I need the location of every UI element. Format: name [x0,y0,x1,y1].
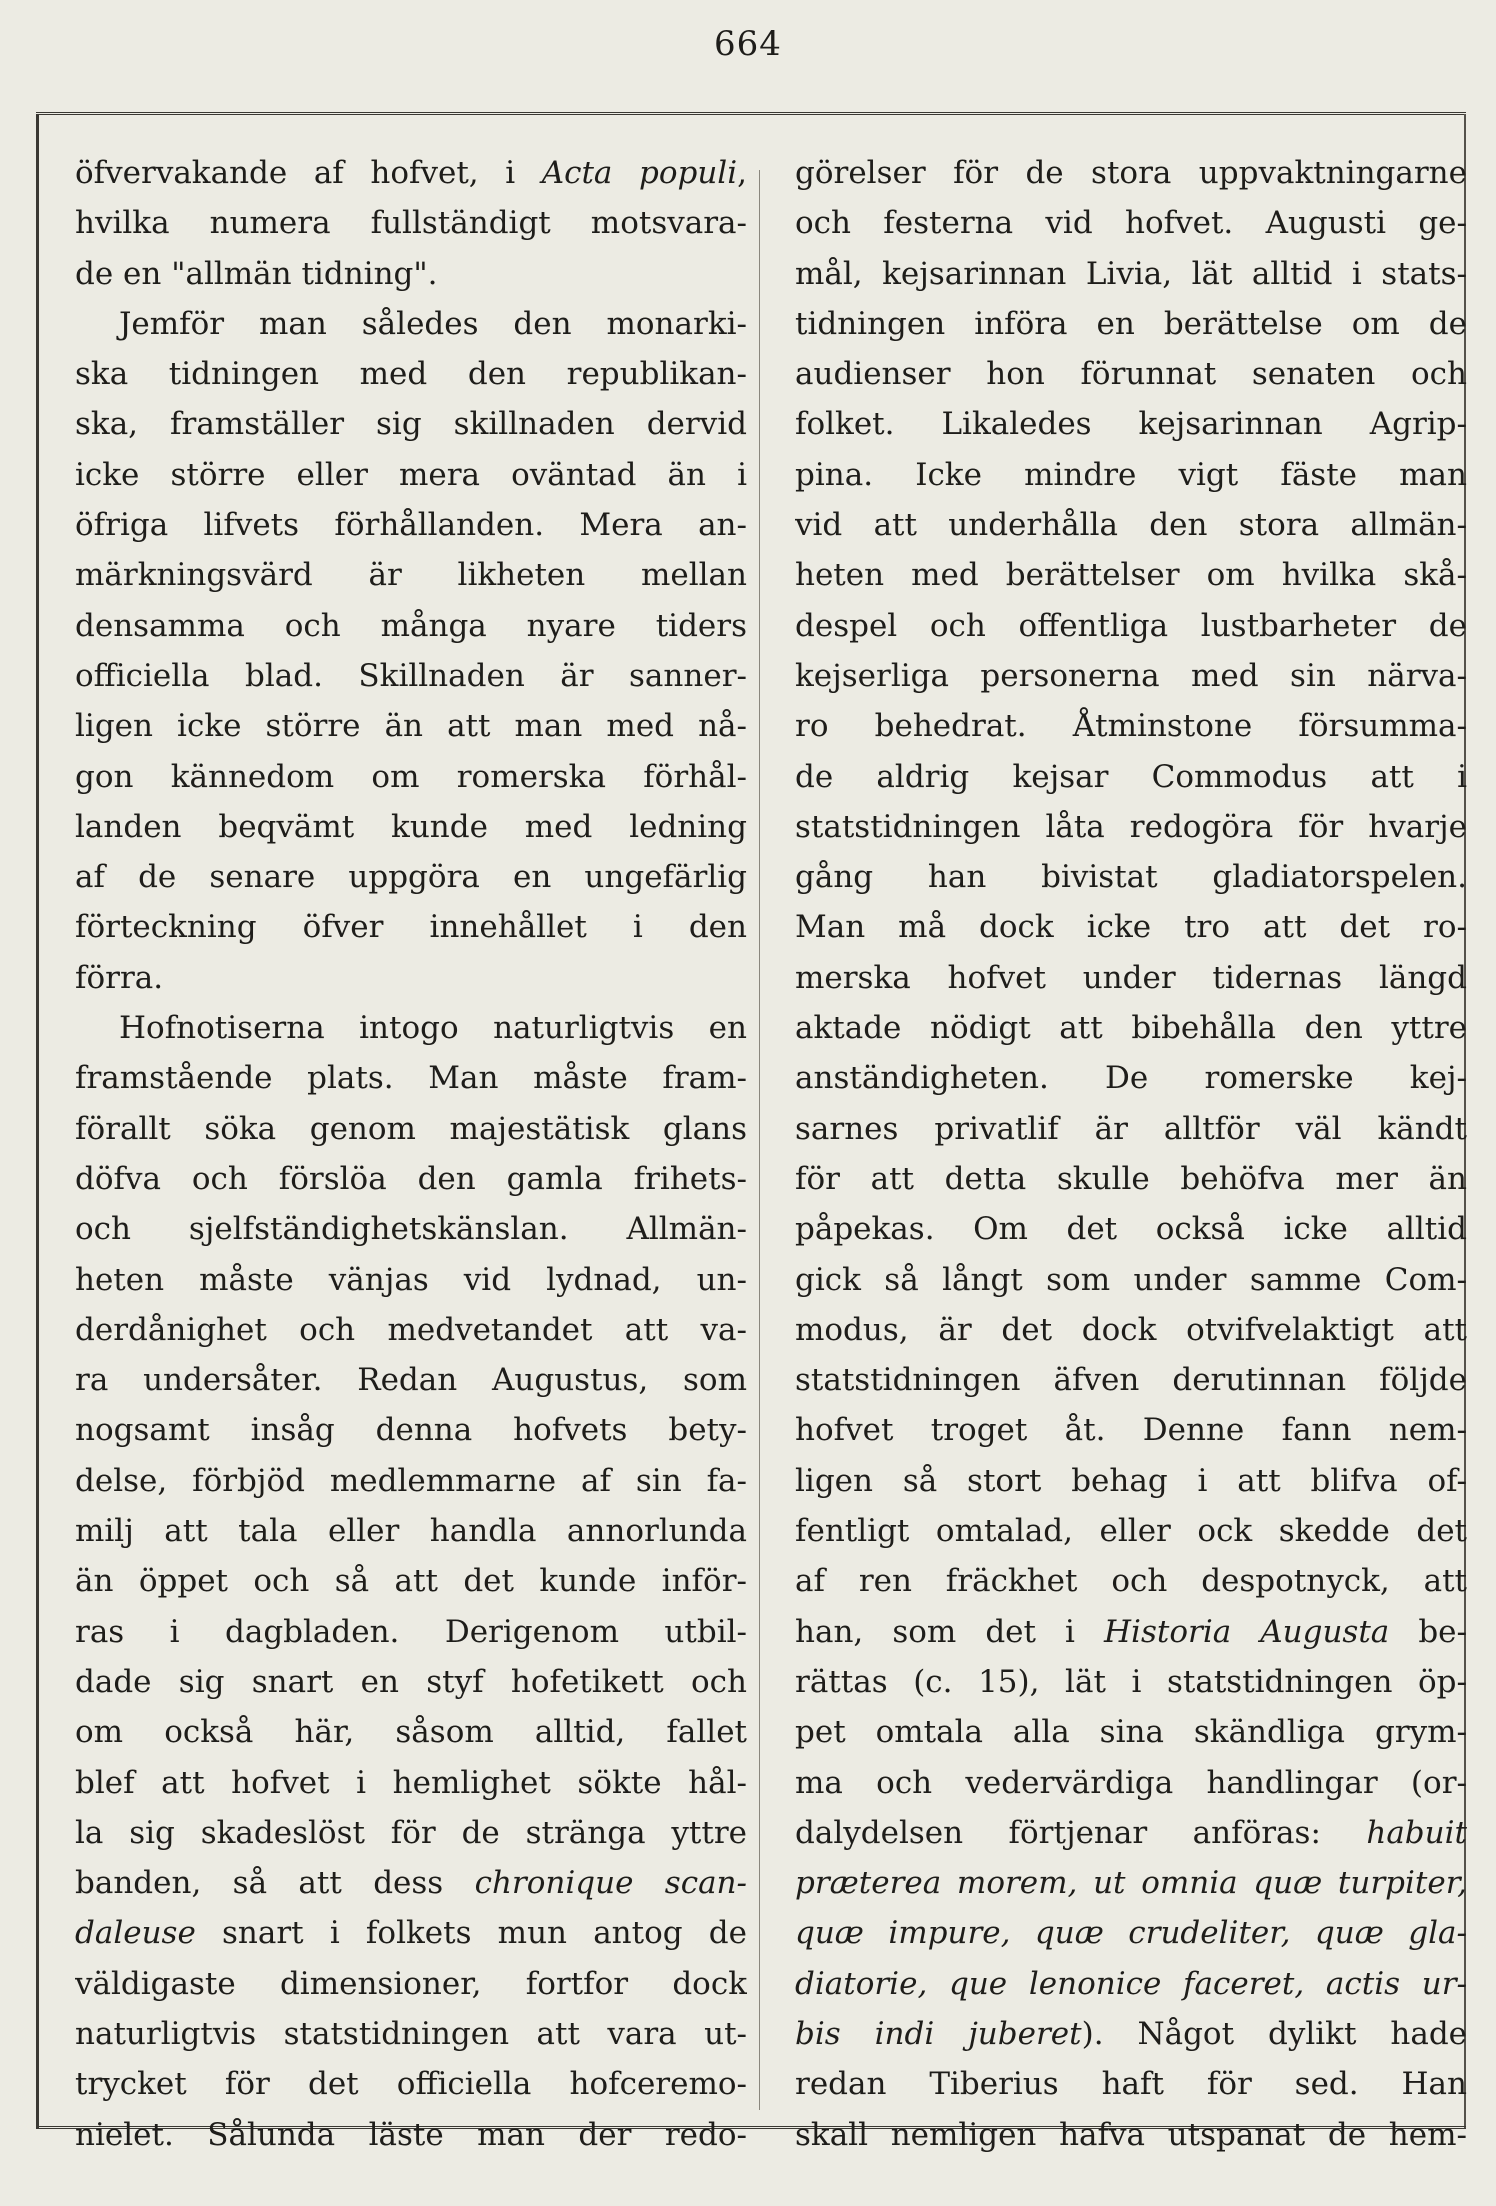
text-run: merska hofvet under tidernas längd [795,959,1467,996]
text-line [75,651,747,701]
text-line [795,1456,1467,1506]
text-line [795,1556,1467,1606]
text-run: de en "allmän tidning". [75,255,438,292]
text-line [75,249,747,299]
text-run: naturligtvis statstidningen att vara ut- [75,2015,747,2052]
text-run: väldigaste dimensioner, fortfor dock [75,1965,747,2002]
text-run: öfvervakande af hofvet, i [75,155,542,191]
text-run: ra undersåter. Redan Augustus, som [75,1362,747,1399]
text-run: af ren fräckhet och despotnyck, att [795,1563,1467,1600]
text-line [795,550,1467,600]
text-run: ras i dagbladen. Derigenom utbil- [75,1613,747,1650]
text-line [75,1506,747,1556]
text-line [795,1858,1467,1908]
text-line [75,2059,747,2109]
italic-text-run: chronique scan- [474,1865,747,1902]
text-run: och festerna vid hofvet. Augusti ge- [795,205,1467,242]
text-line [795,2110,1467,2160]
text-run: skall nemligen hafva utspanat de hem- [795,2116,1467,2153]
text-run: hvilka numera fullständigt motsvara- [75,205,747,242]
text-run: ma och vedervärdiga handlingar (or- [795,1764,1467,1801]
text-line [795,1657,1467,1707]
text-line [795,1355,1467,1405]
text-run: kejserliga personerna med sin närva- [795,657,1467,694]
text-run: rättas (c. 15), lät i statstidningen öp- [795,1663,1467,1700]
text-line [795,1405,1467,1455]
text-run: audienser hon förunnat senaten och [795,356,1467,393]
text-line [75,1707,747,1757]
text-line [75,349,747,399]
text-run: officiella blad. Skillnaden är sanner- [75,657,747,694]
text-run: dalydelsen förtjenar anföras: [795,1814,1367,1851]
text-line [795,1607,1467,1657]
text-run: ligen icke större än att man med nå- [75,708,747,745]
text-line [795,299,1467,349]
text-line [795,399,1467,449]
text-line [75,1355,747,1405]
text-line [75,2009,747,2059]
text-line [75,1607,747,1657]
text-run: snart i folkets mun antog de [195,1915,747,1952]
italic-text-run: quæ impure, quæ crudeliter, quæ gla- [795,1915,1467,1952]
text-line [75,2110,747,2160]
text-run: och sjelfständighetskänslan. Allmän- [75,1211,747,1248]
text-line [75,1456,747,1506]
text-run: ro behedrat. Åtminstone försumma- [795,708,1467,745]
text-run: om också här, såsom alltid, fallet [75,1714,747,1751]
text-line [795,953,1467,1003]
italic-text-run: habuit [1366,1814,1467,1851]
text-line [795,198,1467,248]
text-line [75,902,747,952]
text-line [795,1204,1467,1254]
text-line [795,1104,1467,1154]
text-line [75,148,747,198]
text-run: gon kännedom om romerska förhål- [75,758,747,795]
text-line [795,2009,1467,2059]
text-run: för att detta skulle behöfva mer än [795,1160,1467,1197]
text-line [795,2059,1467,2109]
text-run: densamma och många nyare tiders [75,607,747,644]
text-line [75,752,747,802]
text-line [795,802,1467,852]
text-line [75,1908,747,1958]
italic-text-run: Acta populi [541,155,738,191]
column-divider [759,170,760,2110]
text-line [795,902,1467,952]
text-line [75,1808,747,1858]
text-line [75,953,747,1003]
text-line [795,1305,1467,1355]
text-run: gick så långt som under samme Com- [795,1261,1467,1298]
text-run: de aldrig kejsar Commodus att i [795,758,1467,795]
text-run: han, som det i [795,1613,1105,1650]
text-run: Man må dock icke tro att det ro- [795,909,1467,946]
text-line [75,1657,747,1707]
text-line [795,349,1467,399]
text-line [75,450,747,500]
top-border-rule [36,112,1466,115]
text-line [75,198,747,248]
text-run: heten med berättelser om hvilka skå- [795,557,1467,594]
text-run: la sig skadeslöst för de stränga yttre [75,1814,747,1851]
text-run: Hofnotiserna intogo naturligtvis en [119,1010,747,1047]
text-line [795,701,1467,751]
text-line [795,1959,1467,2009]
text-line [75,1104,747,1154]
text-run: heten måste vänjas vid lydnad, un- [75,1261,747,1298]
left-border-rule [36,114,39,2128]
text-line [795,450,1467,500]
text-run: af de senare uppgöra en ungefärlig [75,859,747,896]
text-run: blef att hofvet i hemlighet sökte hål- [75,1764,747,1801]
text-run: pet omtala alla sina skändliga grym- [795,1714,1467,1751]
text-run: dade sig snart en styf hofetikett och [75,1663,747,1700]
text-line [795,500,1467,550]
text-line [795,1506,1467,1556]
text-line [795,752,1467,802]
italic-text-run: præterea morem, ut omnia quæ turpiter, [795,1865,1467,1902]
text-line [75,1003,747,1053]
text-line [75,550,747,600]
text-run: tidningen införa en berättelse om de [795,305,1467,342]
text-run: milj att tala eller handla annorlunda [75,1513,747,1550]
text-line [795,249,1467,299]
text-line [795,1154,1467,1204]
text-run: öfriga lifvets förhållanden. Mera an- [75,507,747,544]
text-run: be- [1389,1613,1467,1650]
text-line [75,1959,747,2009]
right-text-column [795,148,1467,2160]
italic-text-run: daleuse [75,1915,196,1952]
text-run: redan Tiberius haft för sed. Han [795,2066,1467,2103]
text-run: döfva och förslöa den gamla frihets- [75,1160,747,1197]
text-line [795,852,1467,902]
page-number: 664 [714,24,782,64]
text-run: hofvet troget åt. Denne fann nem- [795,1412,1467,1449]
left-text-column [75,148,747,2160]
italic-text-run: Historia Augusta [1104,1613,1390,1650]
text-run: förteckning öfver innehållet i den [75,909,747,946]
text-line [75,500,747,550]
text-run: förra. [75,959,164,996]
text-line [795,1758,1467,1808]
text-line [75,1758,747,1808]
text-line [795,148,1467,198]
text-run: vid att underhålla den stora allmän- [795,507,1467,544]
text-run: ). Något dylikt hade [1081,2015,1467,2052]
text-line [75,852,747,902]
text-run: icke större eller mera oväntad än i [75,456,747,493]
text-line [795,601,1467,651]
text-run: aktade nödigt att bibehålla den yttre [795,1010,1467,1047]
italic-text-run: bis indi juberet [795,2015,1082,2052]
text-run: märkningsvärd är likheten mellan [75,557,747,594]
text-line [795,651,1467,701]
text-run: gång han bivistat gladiatorspelen. [795,859,1467,896]
text-run: fentligt omtalad, eller ock skedde det [795,1513,1467,1550]
text-line [75,701,747,751]
text-run: sarnes privatlif är alltför väl kändt [795,1110,1467,1147]
italic-text-run: diatorie, que lenonice faceret, actis ur- [795,1965,1467,2002]
text-line [75,1556,747,1606]
text-run: derdånighet och medvetandet att va- [75,1311,747,1348]
text-line [795,1003,1467,1053]
text-run: nielet. Sålunda läste man der redo- [75,2116,747,2153]
text-run: banden, så att dess [75,1865,475,1902]
text-run: anständigheten. De romerske kej- [795,1060,1467,1097]
text-run: görelser för de stora uppvaktningarne [795,155,1467,191]
text-line [75,1204,747,1254]
text-line [795,1255,1467,1305]
text-run: folket. Likaledes kejsarinnan Agrip- [795,406,1467,443]
text-run: framstående plats. Man måste fram- [75,1060,747,1097]
text-run: ska tidningen med den republikan- [75,356,747,393]
text-run: , [737,155,747,191]
text-line [75,1053,747,1103]
text-run: Jemför man således den monarki- [119,305,747,342]
text-run: ska, framställer sig skillnaden dervid [75,406,747,443]
text-run: modus, är det dock otvifvelaktigt att [795,1311,1467,1348]
text-run: delse, förbjöd medlemmarne af sin fa- [75,1462,747,1499]
text-run: påpekas. Om det också icke alltid [795,1211,1467,1248]
text-line [75,1154,747,1204]
text-line [75,299,747,349]
text-run: nogsamt insåg denna hofvets bety- [75,1412,747,1449]
text-run: statstidningen låta redogöra för hvarje [795,808,1467,845]
text-run: mål, kejsarinnan Livia, lät alltid i stats- [795,255,1467,292]
text-run: förallt söka genom majestätisk glans [75,1110,747,1147]
text-run: despel och offentliga lustbarheter de [795,607,1467,644]
text-run: landen beqvämt kunde med ledning [75,808,747,845]
text-line [75,802,747,852]
text-run: statstidningen äfven derutinnan följde [795,1362,1467,1399]
text-line [75,1305,747,1355]
text-line [795,1808,1467,1858]
text-line [75,1255,747,1305]
text-line [75,1405,747,1455]
text-line [75,601,747,651]
text-run: än öppet och så att det kunde inför- [75,1563,747,1600]
text-line [795,1053,1467,1103]
text-run: trycket för det officiella hofceremo- [75,2066,747,2103]
text-line [75,1858,747,1908]
text-run: pina. Icke mindre vigt fäste man [795,456,1467,493]
text-line [795,1707,1467,1757]
text-line [75,399,747,449]
text-run: ligen så stort behag i att blifva of- [795,1462,1467,1499]
text-line [795,1908,1467,1958]
